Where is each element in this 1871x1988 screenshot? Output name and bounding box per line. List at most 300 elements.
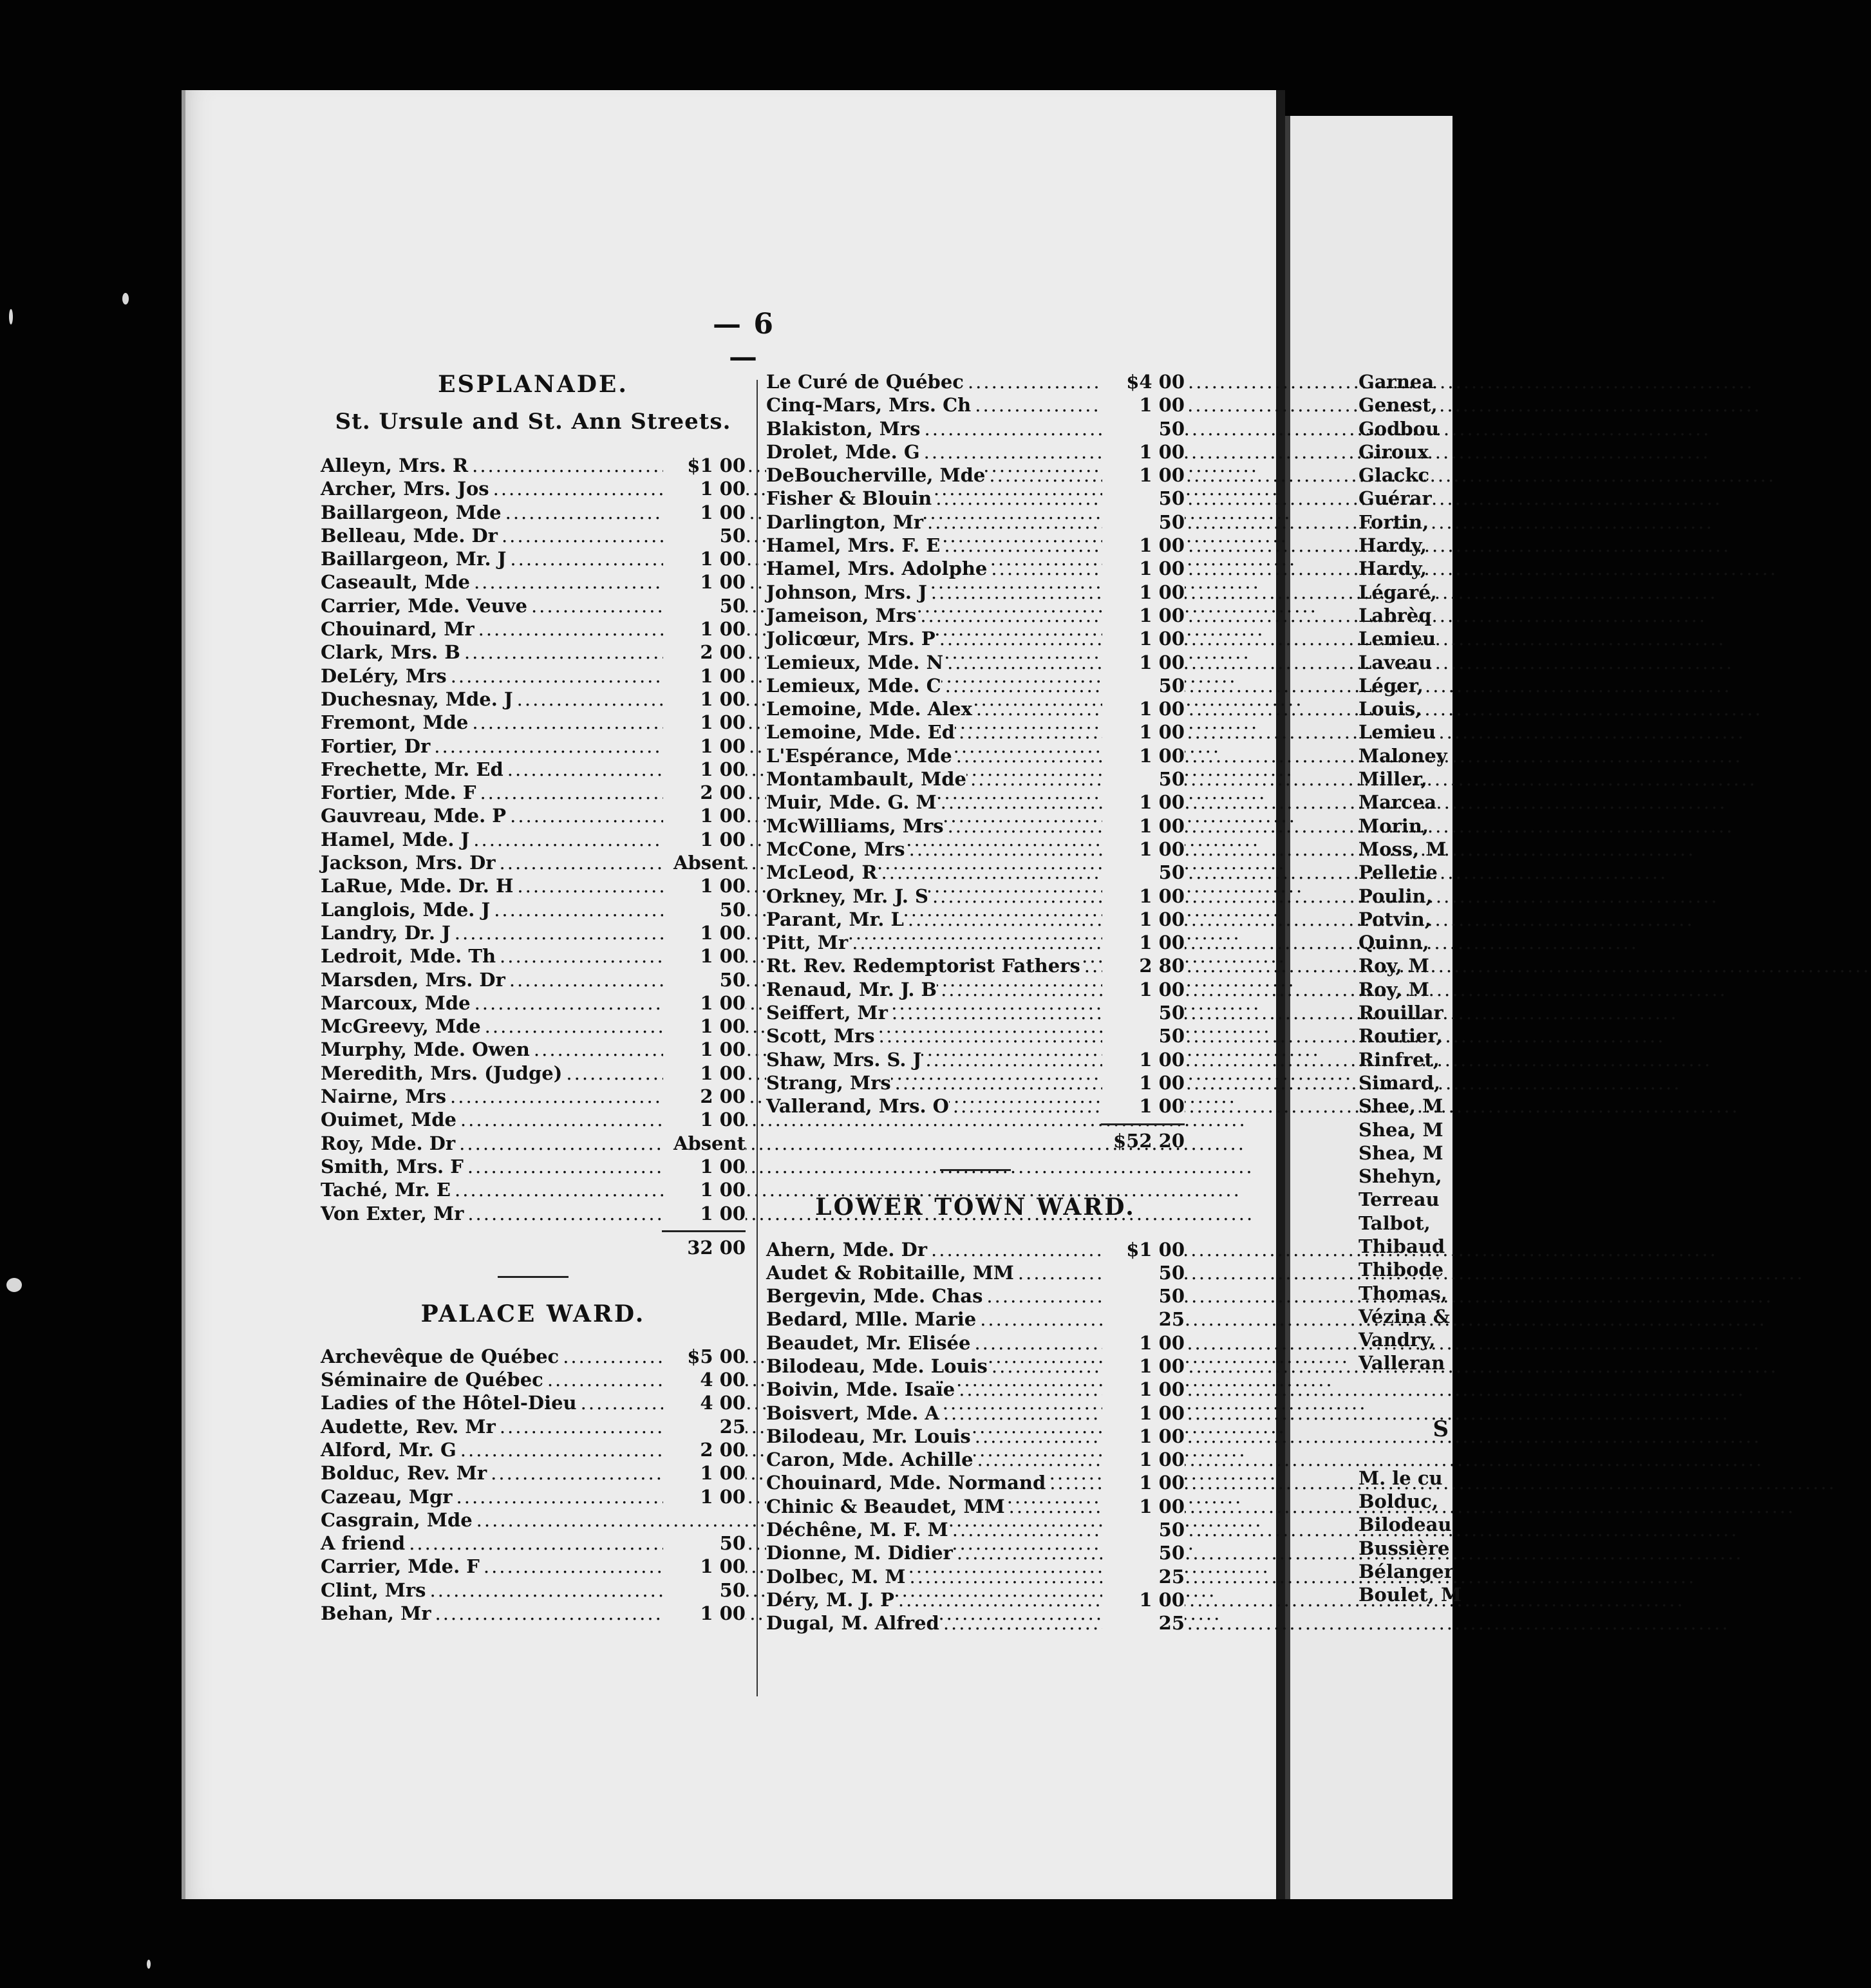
subscriber-row — [321, 828, 746, 851]
subscription-amount: 2 80 — [1102, 954, 1185, 977]
facing-page-entry: Shea, M — [1359, 1141, 1443, 1164]
subscription-amount: 1 00 — [663, 1015, 746, 1038]
subscriber-name — [766, 487, 1102, 510]
subscription-amount: 1 00 — [1102, 1471, 1185, 1494]
subscription-amount: 50 — [663, 594, 746, 617]
subscriber-name — [321, 664, 663, 688]
dust-speck — [9, 309, 13, 324]
subscriber-row — [321, 1178, 746, 1201]
subscriber-name-text: Chouinard, Mde. Normand — [766, 1472, 1046, 1494]
subscriber-name-text: Audette, Rev. Mr — [321, 1415, 496, 1438]
subscriber-name — [321, 1368, 663, 1391]
facing-page-entry: Légaré, — [1359, 581, 1437, 603]
subscription-amount: 1 00 — [1102, 440, 1185, 464]
subscriber-name — [321, 898, 663, 921]
subscriber-name-text: Dugal, M. Alfred — [766, 1612, 939, 1635]
subscriber-row — [766, 1518, 1185, 1541]
subscriber-name-text: Audet & Robitaille, MM — [766, 1261, 1014, 1284]
subscriber-name — [766, 417, 1102, 440]
subscriber-name-text: Rt. Rev. Redemptorist Fathers — [766, 955, 1080, 977]
subscriber-name — [321, 1178, 663, 1201]
subscriber-name-text: Orkney, Mr. J. S — [766, 885, 928, 907]
subscription-amount: 1 00 — [663, 688, 746, 711]
subscriber-row — [766, 954, 1185, 977]
subscriber-row — [321, 1438, 746, 1461]
subscriber-name — [766, 627, 1102, 650]
subscription-amount: 1 00 — [663, 735, 746, 758]
subscriber-name — [766, 931, 1102, 954]
subscriber-name-text: Pitt, Mr — [766, 932, 849, 954]
subscription-amount: 25 — [663, 1415, 746, 1438]
subscription-amount: 1 00 — [1102, 838, 1185, 861]
subscriber-name-text: Fortier, Dr — [321, 735, 431, 757]
subscriber-name-text: Caseault, Mde — [321, 571, 470, 594]
subscription-amount: 1 00 — [1102, 1048, 1185, 1071]
facing-page-entry: Glackc — [1359, 464, 1429, 487]
subscription-amount: 1 00 — [1102, 581, 1185, 604]
subscriber-row — [321, 1555, 746, 1578]
subscriber-name — [321, 758, 663, 781]
subscriber-row — [321, 874, 746, 897]
subscriber-name — [766, 440, 1102, 464]
subscription-amount: 50 — [663, 968, 746, 991]
right-column-partial — [1359, 370, 1462, 1607]
subscriber-row — [766, 417, 1185, 440]
subscription-amount: 50 — [1102, 511, 1185, 534]
subscriber-row — [766, 1024, 1185, 1047]
subscriber-name — [321, 477, 663, 500]
subscriber-name — [321, 828, 663, 851]
subscription-amount: 1 00 — [1102, 464, 1185, 487]
subscriber-name-text: Chinic & Beaudet, MM — [766, 1495, 1005, 1517]
facing-page-entry: Roy, M — [1359, 955, 1429, 977]
subscriber-row — [766, 627, 1185, 650]
facing-page-entry: Shehyn, — [1359, 1165, 1442, 1188]
facing-page-entry: Lemieu — [1359, 628, 1436, 650]
subscription-amount: $1 00 — [1102, 1238, 1185, 1261]
subscriber-name-text: Montambault, Mde — [766, 768, 966, 791]
subscriber-name — [766, 370, 1102, 393]
subscriber-name-text: Caron, Mde. Achille — [766, 1449, 973, 1471]
subscription-amount: 1 00 — [1102, 1588, 1185, 1611]
subscription-amount: 50 — [1102, 861, 1185, 884]
subscriber-row — [321, 1202, 746, 1225]
subscriber-name-text: Séminaire de Québec — [321, 1369, 543, 1391]
subscriber-row — [321, 664, 746, 688]
subscriber-list-continued — [766, 370, 1185, 1118]
subscriber-name — [766, 1378, 1102, 1401]
subscriber-row — [321, 1391, 746, 1414]
subscriber-name — [766, 1238, 1102, 1261]
subscription-amount: 4 00 — [663, 1391, 746, 1414]
subscription-amount: 1 00 — [663, 477, 746, 500]
section-separator — [940, 1169, 1011, 1171]
subscription-amount: 1 00 — [663, 991, 746, 1015]
facing-page-entry: Shea, M — [1359, 1118, 1443, 1141]
subscriber-name — [321, 1485, 663, 1508]
subscriber-row — [321, 1085, 746, 1108]
subscriber-row — [766, 440, 1185, 464]
subscriber-row — [766, 1048, 1185, 1071]
subscriber-name — [321, 1602, 663, 1625]
facing-page-entry: Rinfret, — [1359, 1048, 1440, 1071]
subscriber-name-text: Bilodeau, Mde. Louis — [766, 1355, 988, 1377]
subscriber-name — [766, 1094, 1102, 1118]
subscriber-row — [321, 1602, 746, 1625]
subscriber-name-text: Jackson, Mrs. Dr — [321, 852, 496, 874]
subscription-amount: 1 00 — [1102, 744, 1185, 767]
subscriber-name-text: Baillargeon, Mde — [321, 501, 502, 523]
subscriber-name-text: Darlington, Mr — [766, 511, 924, 533]
subscriber-row — [321, 1485, 746, 1508]
facing-page-entry: Vézina & — [1359, 1305, 1450, 1327]
subscriber-name-text: Lemieux, Mde. C — [766, 674, 941, 697]
section-separator — [498, 1276, 569, 1278]
subscriber-name — [321, 1108, 663, 1131]
subscriber-name — [321, 1202, 663, 1225]
subscriber-name — [766, 838, 1102, 861]
page-number: — 6 — — [713, 308, 775, 373]
subscriber-name-text: Clint, Mrs — [321, 1579, 426, 1601]
subscription-amount: 1 00 — [663, 1108, 746, 1131]
subscription-amount: 25 — [1102, 1308, 1185, 1331]
middle-column — [766, 370, 1185, 1635]
facing-page-entry: Roy, M — [1359, 978, 1429, 1000]
subscriber-row — [321, 1038, 746, 1061]
subscription-amount: 50 — [663, 898, 746, 921]
subscriber-name — [321, 781, 663, 804]
subscription-amount: 4 00 — [663, 1368, 746, 1391]
subscriber-row — [321, 1368, 746, 1391]
subscription-amount: $5 00 — [663, 1345, 746, 1368]
subscription-amount: 1 00 — [663, 1155, 746, 1178]
subscriber-name — [321, 1555, 663, 1578]
subscriber-name-text: Murphy, Mde. Owen — [321, 1038, 530, 1061]
subscriber-name — [321, 1508, 663, 1532]
subscription-amount: 1 00 — [663, 1461, 746, 1485]
subscription-amount: 2 00 — [663, 1438, 746, 1461]
subscriber-row — [321, 688, 746, 711]
subscription-amount: $4 00 — [1102, 370, 1185, 393]
subscriber-row — [766, 1402, 1185, 1425]
subscriber-name-text: Boisvert, Mde. A — [766, 1402, 939, 1424]
subscription-amount: $1 00 — [663, 454, 746, 477]
subscription-amount: 50 — [1102, 1541, 1185, 1564]
subscription-amount: 1 00 — [663, 944, 746, 968]
subscription-amount: 50 — [663, 524, 746, 547]
subscriber-name — [321, 804, 663, 827]
facing-page-entry: Thomas, — [1359, 1282, 1447, 1304]
subscriber-name — [766, 1355, 1102, 1378]
subscriber-name — [321, 501, 663, 524]
subscriber-name-text: Bedard, Mlle. Marie — [766, 1308, 977, 1331]
subscriber-name — [766, 1402, 1102, 1425]
subscriber-row — [766, 1471, 1185, 1494]
facing-page-entry: Guérar — [1359, 487, 1432, 510]
subscription-amount: 1 00 — [1102, 393, 1185, 417]
subscription-amount: 1 00 — [663, 570, 746, 594]
subscriber-name — [766, 1284, 1102, 1308]
subscriber-row — [766, 1331, 1185, 1355]
subscriber-name-text: Cinq-Mars, Mrs. Ch — [766, 394, 972, 417]
section-title-esplanade: ESPLANADE. — [438, 371, 628, 398]
subscriber-name — [321, 1038, 663, 1061]
subscriber-name — [766, 604, 1102, 627]
facing-list-bottom — [1359, 1467, 1462, 1607]
facing-page-entry: Routier, — [1359, 1025, 1443, 1047]
subscriber-row — [766, 581, 1185, 604]
subscriber-name-text: Déry, M. J. P — [766, 1588, 894, 1611]
subscription-amount: 1 00 — [663, 711, 746, 734]
subscriber-name-text: Vallerand, Mrs. O — [766, 1095, 949, 1118]
subscription-amount: 1 00 — [1102, 1425, 1185, 1448]
subscriber-name-text: Le Curé de Québec — [766, 371, 964, 393]
subscriber-name — [766, 720, 1102, 744]
subscription-amount: 1 00 — [1102, 978, 1185, 1001]
subscription-amount: 1 00 — [663, 921, 746, 944]
subscriber-name-text: Langlois, Mde. J — [321, 898, 491, 921]
facing-page-entry: Bélanger — [1359, 1560, 1454, 1582]
subscriber-name-text: L'Espérance, Mde — [766, 744, 952, 767]
facing-page-entry: Bolduc, — [1359, 1490, 1438, 1513]
subscriber-name — [766, 791, 1102, 814]
subscriber-row — [321, 991, 746, 1015]
facing-page-entry: Moss, M — [1359, 838, 1447, 860]
subscriber-row — [321, 1108, 746, 1131]
subscriber-row — [321, 851, 746, 874]
facing-page-entry: Labrèq — [1359, 604, 1432, 626]
facing-page-entry: Potvin, — [1359, 908, 1431, 930]
subscriber-row — [766, 838, 1185, 861]
facing-list-top — [1359, 370, 1449, 1375]
subscriber-row — [766, 1071, 1185, 1094]
subscriber-row — [766, 487, 1185, 510]
subscriber-name-text: Carrier, Mde. F — [321, 1555, 480, 1578]
subscriber-row — [766, 1284, 1185, 1308]
subscription-amount: 50 — [663, 1579, 746, 1602]
total-continued: $52 20 — [1113, 1129, 1185, 1152]
subscriber-name-text: Archevêque de Québec — [321, 1345, 559, 1367]
subscriber-list-esplanade — [321, 454, 746, 1225]
subscriber-row — [321, 594, 746, 617]
subscriber-row — [321, 570, 746, 594]
subscriber-row — [766, 744, 1185, 767]
subscriber-name-text: Blakiston, Mrs — [766, 417, 921, 440]
subscription-amount: 1 00 — [663, 1485, 746, 1508]
facing-page-entry: Thibaud — [1359, 1235, 1445, 1257]
subscriber-name-text: Dionne, M. Didier — [766, 1542, 953, 1564]
subscription-amount: 1 00 — [663, 1178, 746, 1201]
subscription-amount: 50 — [1102, 1518, 1185, 1541]
subscriber-name — [321, 688, 663, 711]
subscriber-name — [321, 1015, 663, 1038]
facing-page-entry: M. le cu — [1359, 1467, 1443, 1489]
subscriber-name-text: Lemoine, Mde. Ed — [766, 721, 955, 744]
facing-page-entry: Marcea — [1359, 791, 1437, 814]
facing-page-entry: Garnea — [1359, 371, 1434, 393]
subscription-amount: 1 00 — [663, 1202, 746, 1225]
facing-page-entry: Pelletie — [1359, 861, 1438, 884]
subscriber-name-text: Duchesnay, Mde. J — [321, 688, 513, 710]
subscription-amount: 1 00 — [1102, 1402, 1185, 1425]
subscriber-row — [766, 370, 1185, 393]
dust-speck — [147, 1960, 151, 1969]
subscriber-name — [321, 944, 663, 968]
subscription-amount: 1 00 — [663, 1062, 746, 1085]
subscriber-row — [766, 1378, 1185, 1401]
subscriber-row — [321, 501, 746, 524]
subscriber-row — [766, 1355, 1185, 1378]
subscriber-name-text: Baillargeon, Mr. J — [321, 548, 507, 570]
subscriber-name-text: DeLéry, Mrs — [321, 664, 447, 687]
subscriber-name-text: Beaudet, Mr. Elisée — [766, 1331, 971, 1354]
subscriber-row — [766, 1094, 1185, 1118]
subscriber-row — [766, 1495, 1185, 1518]
facing-page-entry: Shee, M — [1359, 1095, 1443, 1118]
subscriber-name-text: Dolbec, M. M — [766, 1565, 906, 1588]
subscriber-row — [766, 908, 1185, 931]
facing-page-entry: Léger, — [1359, 674, 1424, 697]
subscription-amount: 1 00 — [663, 617, 746, 641]
subscriber-name — [321, 1438, 663, 1461]
facing-page-entry: Genest, — [1359, 394, 1438, 417]
subscriber-row — [321, 454, 746, 477]
subscriber-name-text: Gauvreau, Mde. P — [321, 805, 507, 827]
facing-page-entry: Bussière — [1359, 1537, 1450, 1559]
subscriber-name — [321, 524, 663, 547]
section-title-lower-town-ward: LOWER TOWN WARD. — [815, 1193, 1136, 1221]
subscription-amount: 1 00 — [1102, 651, 1185, 674]
subscriber-row — [766, 791, 1185, 814]
facing-page-entry: Quinn, — [1359, 932, 1429, 954]
subscriber-name — [766, 1541, 1102, 1564]
subscriber-name-text: Déchêne, M. F. M — [766, 1519, 948, 1541]
subscriber-row — [321, 524, 746, 547]
subscriber-name — [766, 1308, 1102, 1331]
subscriber-name — [766, 1565, 1102, 1588]
subscriber-name-text: McCone, Mrs — [766, 838, 905, 860]
subscriber-row — [321, 1132, 746, 1155]
subscriber-row — [766, 1238, 1185, 1261]
subscriber-row — [321, 711, 746, 734]
subscriber-name — [321, 454, 663, 477]
subscriber-name-text: Cazeau, Mgr — [321, 1485, 453, 1508]
section-title-palace-ward: PALACE WARD. — [420, 1300, 646, 1327]
subscription-amount: 1 00 — [663, 1602, 746, 1625]
subscriber-row — [766, 1565, 1185, 1588]
subscriber-row — [766, 1588, 1185, 1611]
subscriber-name-text: Lemoine, Mde. Alex — [766, 698, 972, 720]
subscriber-name — [766, 978, 1102, 1001]
subscriber-row — [766, 1448, 1185, 1471]
subscriber-name — [766, 1611, 1102, 1635]
subscriber-name — [766, 1331, 1102, 1355]
subscriber-name — [321, 1532, 663, 1555]
subscriber-name-text: Alford, Mr. G — [321, 1438, 456, 1461]
subscriber-name — [766, 1495, 1102, 1518]
subscriber-name — [766, 814, 1102, 838]
subscriber-name — [321, 617, 663, 641]
subscription-amount: 1 00 — [663, 547, 746, 570]
subscriber-name — [321, 711, 663, 734]
subscriber-row — [321, 944, 746, 968]
facing-page-entry: Poulin, — [1359, 885, 1433, 907]
facing-page-entry: Fortin, — [1359, 511, 1429, 533]
section-subtitle-streets: St. Ursule and St. Ann Streets. — [335, 409, 731, 435]
subscription-amount: 1 00 — [1102, 791, 1185, 814]
facing-page-entry: Simard, — [1359, 1071, 1441, 1094]
subscription-amount: 25 — [1102, 1565, 1185, 1588]
subscriber-name-text: Muir, Mde. G. M — [766, 791, 937, 814]
subscription-amount: 1 00 — [663, 828, 746, 851]
subscription-amount: 1 00 — [1102, 814, 1185, 838]
subscriber-row — [766, 674, 1185, 697]
subscriber-name-text: Marcoux, Mde — [321, 991, 471, 1014]
subscriber-name-text: Nairne, Mrs — [321, 1085, 447, 1108]
subscriber-row — [766, 1611, 1185, 1635]
subscription-amount: 50 — [1102, 1284, 1185, 1308]
subscriber-name — [766, 1024, 1102, 1047]
total-rule — [1101, 1123, 1185, 1125]
subscriber-row — [321, 1345, 746, 1368]
subscription-amount: 1 00 — [1102, 557, 1185, 580]
subscriber-row — [321, 1508, 746, 1532]
subscriber-name — [766, 1048, 1102, 1071]
subscriber-name — [321, 1062, 663, 1085]
subscription-amount: 1 00 — [663, 664, 746, 688]
subscriber-row — [321, 781, 746, 804]
subscription-amount: 2 00 — [663, 641, 746, 664]
facing-page-entry: Maloney — [1359, 744, 1447, 767]
subscriber-name-text: Bolduc, Rev. Mr — [321, 1462, 487, 1485]
subscriber-name-text: Marsden, Mrs. Dr — [321, 968, 505, 991]
subscriber-row — [766, 720, 1185, 744]
subscriber-name — [321, 1132, 663, 1155]
subscriber-name-text: Ouimet, Mde — [321, 1109, 456, 1131]
subscriber-row — [766, 1001, 1185, 1024]
subscriber-name — [321, 547, 663, 570]
dust-speck — [6, 1278, 22, 1292]
subscriber-name-text: Fremont, Mde — [321, 711, 469, 734]
subscriber-name-text: Scott, Mrs — [766, 1025, 875, 1047]
subscriber-name-text: Strang, Mrs — [766, 1071, 891, 1094]
subscription-amount: 1 00 — [663, 758, 746, 781]
subscription-amount: Absent — [663, 1132, 746, 1155]
subscription-amount: 1 00 — [1102, 1378, 1185, 1401]
facing-page-entry: Hardy, — [1359, 534, 1427, 557]
subscriber-row — [766, 861, 1185, 884]
subscriber-name-text: Landry, Dr. J — [321, 921, 451, 944]
subscriber-name-text: LaRue, Mde. Dr. H — [321, 875, 514, 897]
subscriber-row — [321, 547, 746, 570]
subscriber-row — [766, 534, 1185, 557]
facing-page-entry: Boulet, M — [1359, 1584, 1462, 1606]
subscriber-name — [766, 557, 1102, 580]
subscriber-name — [766, 908, 1102, 931]
subscriber-row — [766, 393, 1185, 417]
subscriber-row — [766, 604, 1185, 627]
subscriber-name — [321, 570, 663, 594]
subscription-amount: 1 00 — [1102, 627, 1185, 650]
facing-page-entry: Laveau — [1359, 651, 1433, 673]
subscription-amount: 1 00 — [663, 804, 746, 827]
facing-page-entry: Thibode — [1359, 1259, 1444, 1281]
subscriber-name — [766, 534, 1102, 557]
subscriber-row — [321, 921, 746, 944]
subscriber-name — [321, 991, 663, 1015]
subscriber-name — [321, 968, 663, 991]
subscriber-row — [321, 1461, 746, 1485]
